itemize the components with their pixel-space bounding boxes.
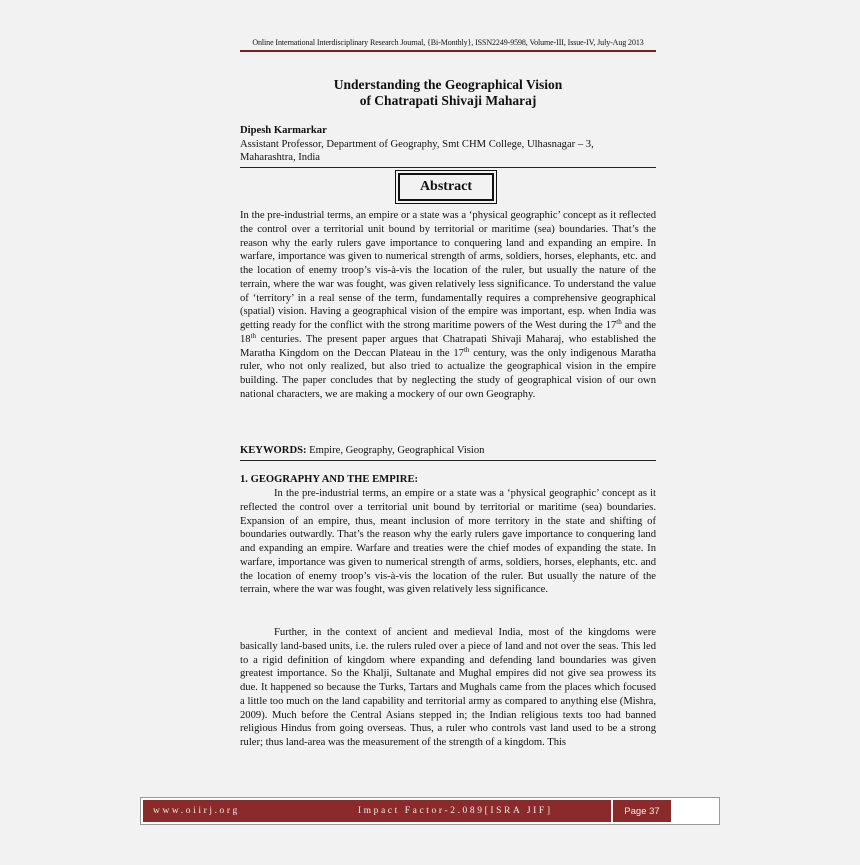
footer-page-number: Page 37 xyxy=(613,800,671,822)
title-line-2: of Chatrapati Shivaji Maharaj xyxy=(359,93,537,108)
abstract-text xyxy=(240,209,656,402)
header-rule xyxy=(240,50,656,52)
footer-band xyxy=(143,800,613,822)
footer-impact-factor: Impact Factor-2.089[ISRA JIF] xyxy=(357,806,553,816)
abstract-heading: Abstract xyxy=(398,173,494,201)
abstract-part-2: and the 18 xyxy=(240,320,656,345)
author-affiliation-2: Maharashtra, India xyxy=(240,152,321,163)
abstract-sup-2: th xyxy=(250,331,257,340)
paper-title xyxy=(240,77,656,109)
abstract-part-3: centuries. The present paper argues that Chatrapati Shivaji Maharaj, who established the Maratha Kingdom on the Deccan Plateau in the 17 xyxy=(240,333,656,359)
title-line-1: Understanding the Geographical Vision xyxy=(333,77,563,92)
author-affiliation-1: Assistant Professor, Department of Geography, Smt CHM College, Ulhasnagar – 3, xyxy=(240,138,594,150)
section-paragraph-1: In the pre-industrial terms, an empire or a state was a ‘physical geographic’ concept as it reflected the control over a territorial unit bound by territorial or maritime (sea) boundaries. Expansion of an empire, thus, meant inclusion of more territory in the state and shifting of boundaries outwardly. That’s the reason why the early rulers gave importance to conquering land and expanding an empire. Warfare and treaties were the chief modes of expanding the state. In warfare, importance was given to numerical strength of arms, soldiers, horses, elephants, etc. and the location of enemy troop’s vis-à-vis the location of the ruler. But usually the nature of the terrain, where the war was fought, was given relatively less significance. xyxy=(240,488,656,596)
abstract-sup-3: th xyxy=(463,345,470,354)
abstract-part-1: In the pre-industrial terms, an empire or a state was a ‘physical geographic’ concept as it reflected the control over a territorial unit bound by territorial or maritime (sea) boundaries. That’s the reason why the early rulers gave importance to conquering land and expanding an empire. In warfare, importance was given to numerical strength of arms, soldiers, horses, elephants, etc. and the location of enemy troop’s vis-à-vis the location of the ruler, but usually the nature of the terrain, where the war was fought, was given relatively less significance. To understand the value of ‘territory’ in a real sense of the term, fundamentally requires a comprehensive geographical (spatial) vision. Having a geographical vision of the empire was important, esp. when India was getting ready for the conflict with the strong maritime powers of the West during the 17 xyxy=(240,210,656,331)
abstract-heading-box xyxy=(395,170,497,204)
keywords-label: KEYWORDS: xyxy=(240,445,307,456)
section-heading: 1. GEOGRAPHY AND THE EMPIRE: xyxy=(240,474,419,485)
abstract-part-4: century, was the only indigenous Maratha ruler, who not only realized, but also tried to actualize the geographical vision in the empire building. The paper concludes that by neglecting the study of geographical vision of our own national characters, we are making a mockery of our own Geography. xyxy=(240,347,656,400)
journal-header: Online International Interdisciplinary Research Journal, {Bi-Monthly}, ISSN2249-9598, Volume-III, Issue-IV, July-Aug 2013 xyxy=(252,38,644,47)
keywords-value: Empire, Geography, Geographical Vision xyxy=(306,445,485,456)
abstract-rule xyxy=(240,167,656,168)
page-footer xyxy=(140,797,720,825)
keywords-rule xyxy=(240,460,656,461)
abstract-sup-1: th xyxy=(616,318,622,326)
section-paragraph-2: Further, in the context of ancient and medieval India, most of the kingdoms were basically land-based units, i.e. the rulers ruled over a piece of land and not over the seas. This led to a rigid definition of kingdom where expanding and defending land boundaries was given greatest importance. So the Khalji, Sultanate and Mughal empires did not give sea prowess its due. It happened so because the Turks, Tartars and Mughals came from the places which focused a little too much on the land capability and territorial army as compared to anything else (Mishra, 2009). Much before the Central Asians stepped in; the Indian religious texts too had banned religious Hindus from going overseas. Thus, a ruler who controls vast land used to be a strong ruler; thus land-area was the measurement of the strength of a kingdom. This xyxy=(240,627,656,748)
author-block xyxy=(240,124,656,165)
keywords xyxy=(240,444,656,458)
footer-site-link[interactable]: www.oiirj.org xyxy=(153,806,240,816)
author-name: Dipesh Karmarkar xyxy=(240,125,327,136)
